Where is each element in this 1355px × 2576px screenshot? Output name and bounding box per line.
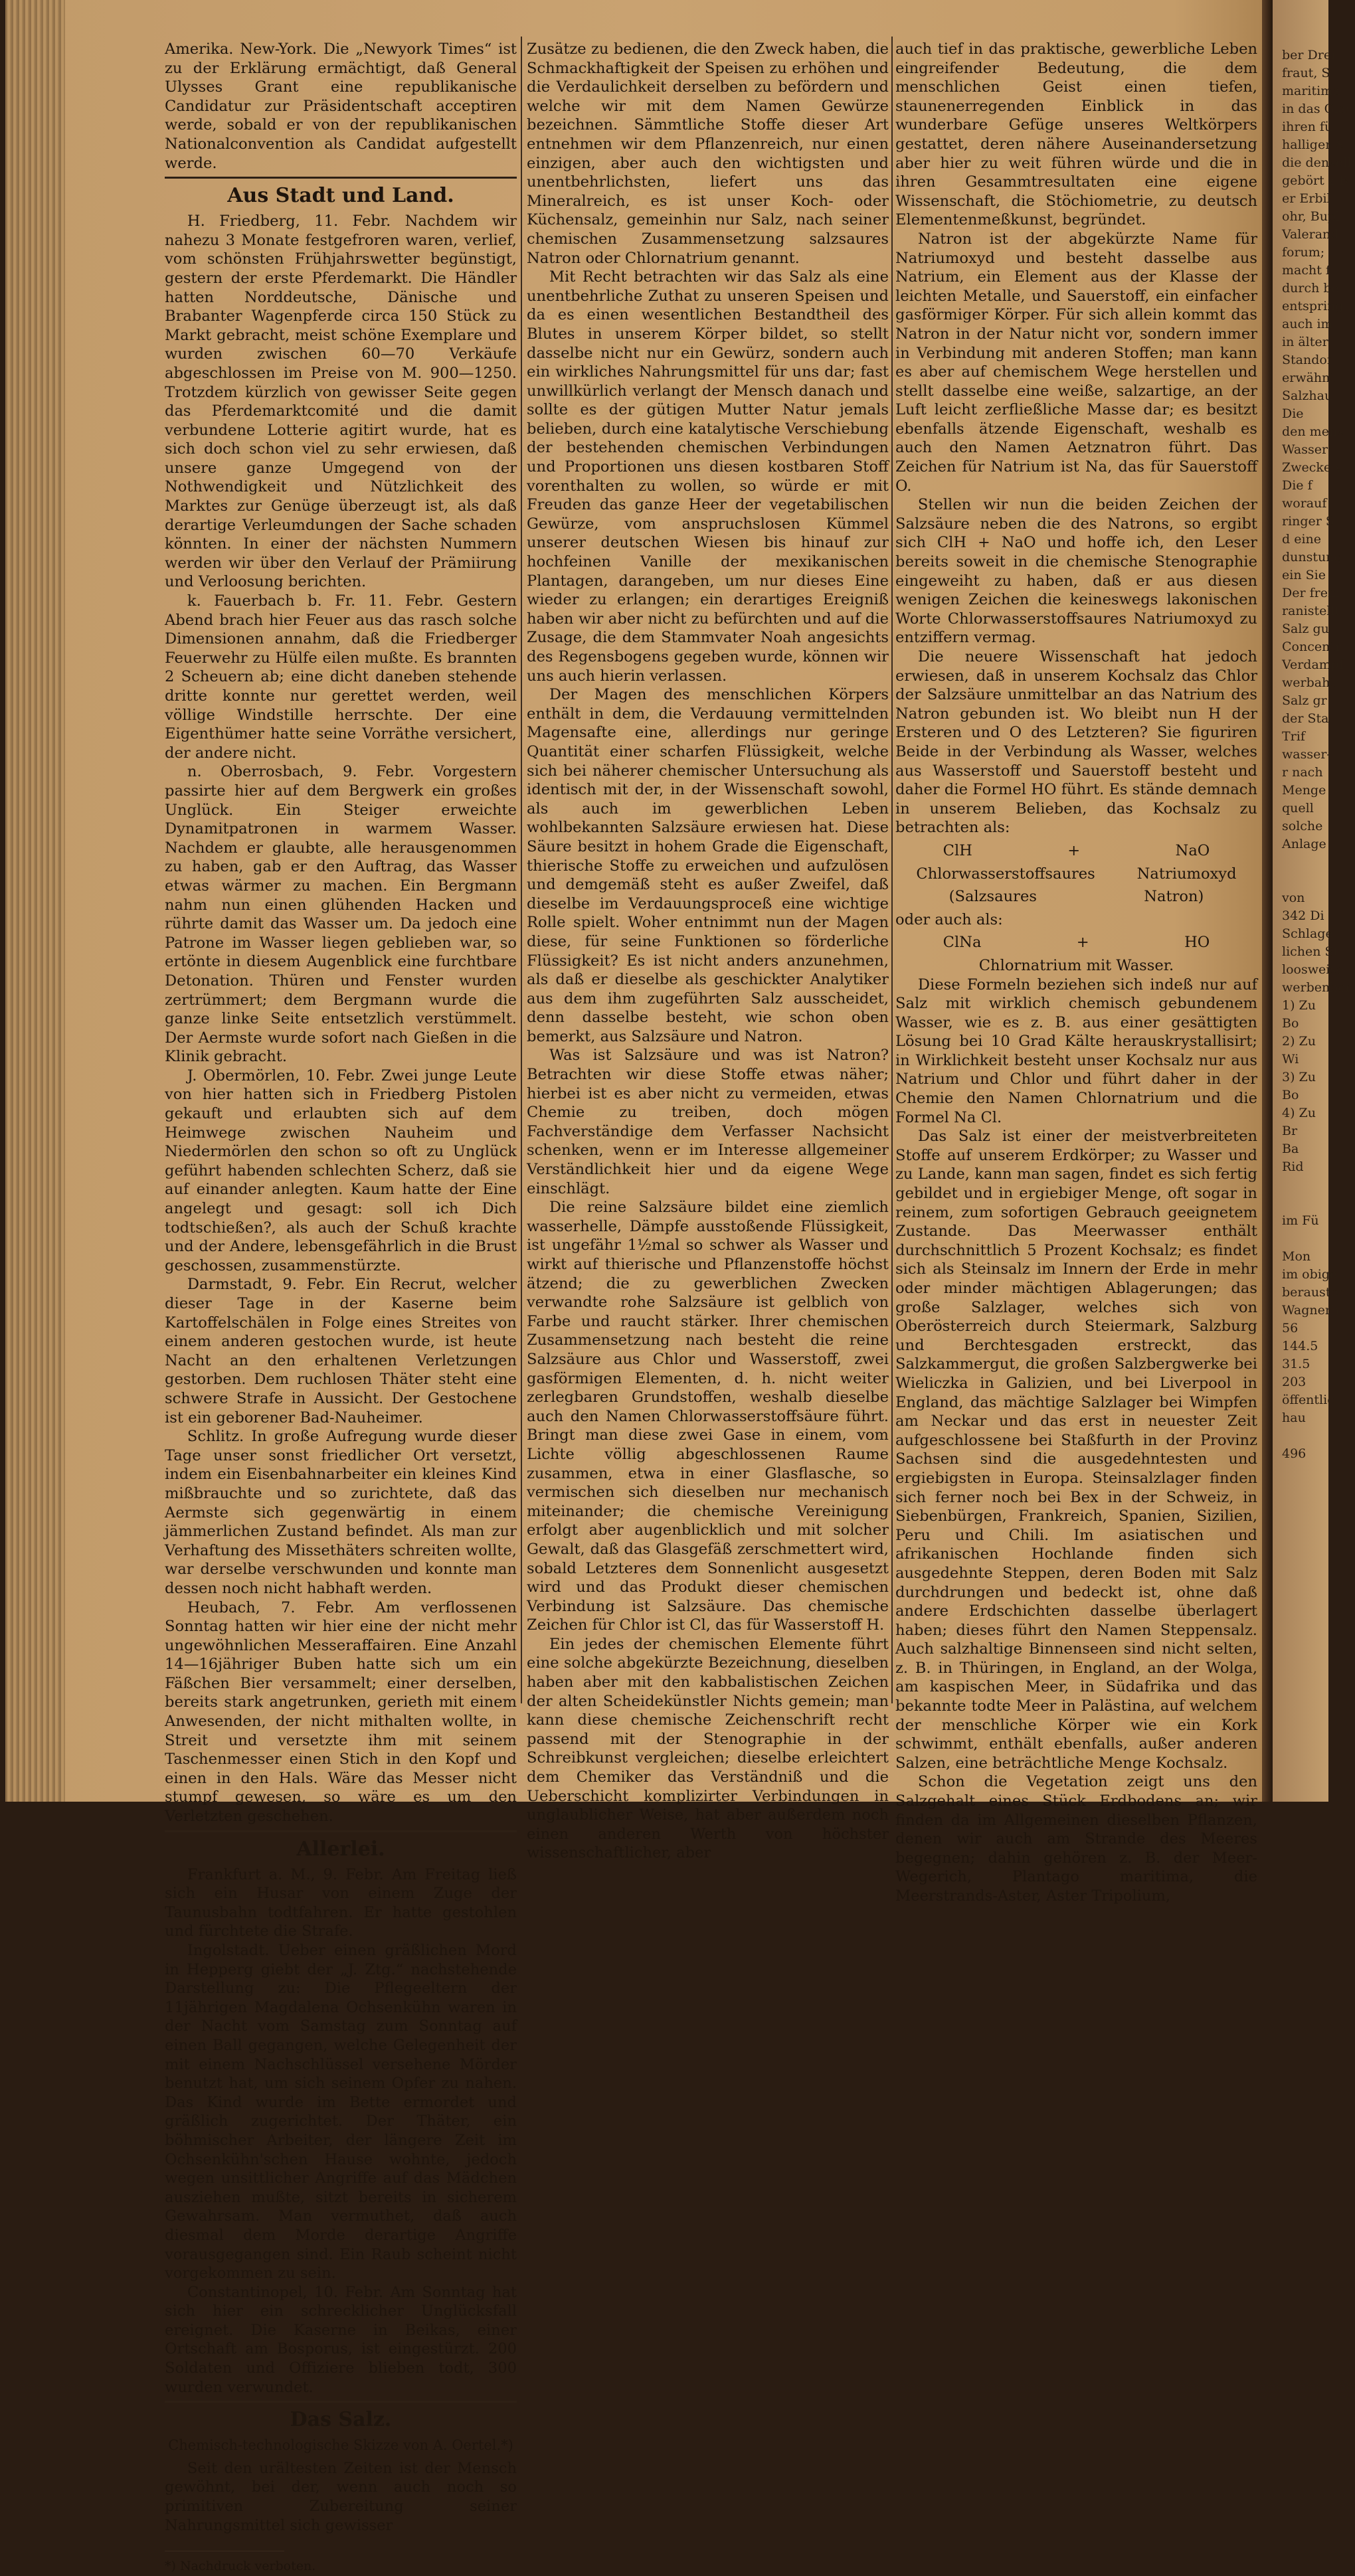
formula-operator: +	[1076, 934, 1089, 952]
article-amerika: Amerika. New-York. Die „Newyork Times“ ist zu der Erklärung ermächtigt, daß General Ulysses Grant eine republikanische Candidatur zur Präsidentschaft acceptiren werde, sobald er von der republikanischen Nationalconvention als Candidat aufgestellt werde.	[165, 41, 517, 172]
adjacent-page-line: werbenber	[1282, 980, 1352, 995]
adjacent-page-line: loosweise	[1282, 962, 1344, 977]
adjacent-page-line: Wi	[1282, 1052, 1299, 1067]
adjacent-page-line	[1273, 871, 1328, 889]
adjacent-page-line: die denselb	[1282, 155, 1355, 170]
adjacent-page-line: ihren fü	[1282, 120, 1333, 134]
formula-label: Natriumoxyd	[1136, 865, 1237, 883]
adjacent-page-line: maritima	[1282, 84, 1340, 98]
adjacent-page-line: ringer S	[1282, 514, 1334, 529]
article-paragraph: Constantinopel, 10. Febr. Am Sonntag hat sich hier ein schrecklicher Unglücksfall ereignet. Die Kaserne in Beikas, einer Ortschaft am Bosporus, ist eingestürzt. 200 Soldaten und Offiziere blieben todt, 300 wurden verwundet.	[165, 2283, 517, 2396]
article-paragraph: Frankfurt a. M., 9. Febr. Am Freitag ließ sich ein Husar von einem Zuge der Taunusbahn todtfahren. Er hatte gestohlen und fürchtete die Strafe.	[165, 1865, 517, 1940]
article-paragraph: k. Fauerbach b. Fr. 11. Febr. Gestern Abend brach hier Feuer aus das rasch solche Dimensionen annahm, daß die Friedberger Feuerwehr zu Hülfe eilen mußte. Es brannten 2 Scheuern ab; eine dicht daneben stehende dritte konnte nur gerettet werden, weil völlige Windstille herrschte. Der eine Eigenthümer hatte seine Vorräthe versichert, der andere nicht.	[165, 592, 517, 762]
page-edge-stack	[5, 0, 65, 1802]
adjacent-page-line: gebört z B	[1282, 173, 1348, 188]
adjacent-page-line: 56	[1282, 1321, 1299, 1335]
adjacent-page-line: Menge	[1282, 783, 1326, 798]
adjacent-page-line: Salz gr	[1282, 693, 1327, 708]
adjacent-page-line: 342 Di	[1282, 908, 1324, 923]
adjacent-page-line: Mon	[1282, 1249, 1311, 1264]
article-paragraph: Natron ist der abgekürzte Name für Natriumoxyd und besteht dasselbe aus Natrium, ein Element aus der Klasse der leichten Metalle, und Sauerstoff, ein einfacher gasförmiger Körper. Für sich allein kommt das Natron in der Natur nicht vor, sondern immer in Verbindung mit anderen Stoffen; man kann es aber auf chemischem Wege herstellen und stellt dasselbe eine weiße, salzartige, an der Luft leicht zerfließliche Masse dar; es besitzt ebenfalls ätzende Eigenschaft, weshalb es auch den Namen Aetznatron führt. Das Zeichen für Natrium ist Na, das für Sauerstoff O.	[895, 230, 1257, 495]
adjacent-page-line: Wasser	[1282, 442, 1328, 457]
formula-term: HO	[1184, 934, 1210, 952]
article-paragraph: Die neuere Wissenschaft hat jedoch erwiesen, daß in unserem Kochsalz das Chlor der Salzsäure unmittelbar an das Natrium des Natron gebunden ist. Wo bleibt nun H der Ersteren und O des Letzteren? Sie figuriren Beide in der Verbindung als Wasser, welches aus Wasserstoff und Sauerstoff besteht und daher die Formel HO führt. Es stände demnach in unserem Belieben, das Kochsalz zu betrachten als:	[895, 648, 1257, 837]
adjacent-page-line: 4) Zu	[1282, 1106, 1316, 1120]
article-paragraph: Mit Recht betrachten wir das Salz als eine unentbehrliche Zuthat zu unseren Speisen und da es einen wesentlichen Bestandtheil des Blutes in unserem Körper bildet, so stellt dasselbe nicht nur ein Gewürz, sondern auch ein wirkliches Nahrungsmittel für uns dar; fast unwillkürlich verlangt der Mensch danach und sollte es der gütigen Mutter Natur jemals belieben, durch eine katalytische Verschiebung der bestehenden chemischen Verbindungen und Proportionen uns diesen kostbaren Stoff vorenthalten zu wollen, so würde er mit Freuden das ganze Heer der vegetabilischen Gewürze, vom anspruchslosen Kümmel unserer deutschen Wiesen bis hinauf zur hochfeinen Vanille der mexikanischen Plantagen, darangeben, um nur dieses Eine wieder zu erlangen; ein derartiges Ereigniß haben wir aber nicht zu befürchten und auf die Zusage, die dem Stammvater Noah angesichts des Regensbogens gegeben wurde, können wir uns auch hierin verlassen.	[527, 268, 889, 685]
section-rule	[165, 177, 517, 179]
adjacent-page-line: Der frem	[1282, 586, 1340, 600]
column-right	[895, 40, 1257, 1905]
column-middle	[527, 40, 889, 1862]
article-paragraph: Seit den urältesten Zeiten ist der Mensch gewöhnt, bei der, wenn auch noch so primitiven Zubereitung seiner Nahrungsmittel sich gewisser	[165, 2459, 517, 2534]
adjacent-page-line: werbaht	[1282, 675, 1335, 690]
adjacent-page-line: durch be	[1282, 281, 1339, 296]
adjacent-page-line: halliger S	[1282, 137, 1344, 152]
adjacent-page-line: Die	[1282, 406, 1304, 421]
article-subtitle: Chemisch-technologische Skizze von A. Oertel.*)	[168, 2437, 513, 2454]
adjacent-page-line: Standor	[1282, 353, 1333, 367]
adjacent-page-line: den mens	[1282, 424, 1344, 439]
formula-connector: oder auch als:	[895, 910, 1003, 928]
adjacent-page-line: 31.5	[1282, 1357, 1310, 1371]
adjacent-page-line: forum;	[1282, 245, 1325, 260]
adjacent-page-line: Salz gu	[1282, 622, 1329, 636]
adjacent-page-line: macht fi	[1282, 263, 1334, 278]
adjacent-page-line: 2) Zu	[1282, 1034, 1316, 1049]
adjacent-page-line: Bo	[1282, 1016, 1299, 1031]
article-paragraph: J. Obermörlen, 10. Febr. Zwei junge Leute von hier hatten sich in Friedberg Pistolen gekauft und erlaubten sich auf dem Heimwege zwischen Nauheim und Niedermörlen den schon so oft zu Unglück geführt habenden schlechten Scherz, daß sie auf einander anlegten. Kaum hatte der Eine angelegt und gesagt: soll ich Dich todtschießen?, als auch der Schuß krachte und der Andere, lebensgefährlich in die Brust geschossen, zusammenstürzte.	[165, 1067, 517, 1274]
adjacent-page-line: ranistellt	[1282, 604, 1340, 618]
formula-term: ClH	[943, 841, 972, 859]
adjacent-page-line: entspring	[1282, 299, 1344, 313]
column-divider	[891, 37, 893, 1703]
adjacent-page-line: ohr, Bupl	[1282, 209, 1340, 224]
article-paragraph: Der Magen des menschlichen Körpers enthält in dem, die Verdauung vermittelnden Magensafte eine, allerdings nur geringe Quantität einer scharfen Flüssigkeit, welche sich bei näherer chemischer Untersuchung als identisch mit der, in der Wissenschaft sowohl, als auch im gewerblichen Leben wohlbekannten Salzsäure erwiesen hat. Diese Säure besitzt in hohem Grade die Eigenschaft, thierische Stoffe zu erweichen und aufzulösen und demgemäß steht es außer Zweifel, daß dieselbe im Verdauungsproceß eine wichtige Rolle spielt. Woher entnimmt nun der Magen diese, für seine Funktionen so förderliche Flüssigkeit? Es ist nicht anders anzunehmen, als daß er dieselbe als geschickter Analytiker aus dem ihm zugeführten Salz ausscheidet, denn dasselbe besteht, wie schon oben bemerkt, aus Salzsäure und Natron.	[527, 686, 889, 1045]
adjacent-page-line: wasser-	[1282, 747, 1331, 762]
formula-operator: +	[1067, 841, 1081, 859]
adjacent-page-line: der Sta	[1282, 711, 1329, 726]
column-divider	[521, 37, 522, 1703]
adjacent-page-lines	[1273, 0, 1355, 1463]
adjacent-page-line: ber Drei	[1282, 48, 1336, 62]
adjacent-page-line: 144.5	[1282, 1339, 1318, 1353]
article-paragraph: Das Salz ist einer der meistverbreiteten Stoffe auf unserem Erdkörper; zu Wasser und zu Lande, kann man sagen, findet es sich fertig gebildet und in ergiebiger Menge, oft sogar in reinem, zum sofortigen Gebrauch geeignetem Zustande. Das Meerwasser enthält durchschnittlich 5 Prozent Kochsalz; es findet sich als Steinsalz im Innern der Erde in mehr oder minder mächtigen Ablagerungen; das große Salzlager, welches sich von Oberösterreich durch Steiermark, Salzburg und Berchtesgaden erstreckt, das Salzkammergut, die großen Salzbergwerke bei Wieliczka in Galizien, und bei Liverpool in England, das mächtige Salzlager bei Wimpfen am Neckar und das erst in neuester Zeit aufgeschlossene bei Staßfurth in der Provinz Sachsen sind die ausgedehntesten und ergiebigsten in Europa. Steinsalzlager finden sich ferner noch bei Bex in der Schweiz, in Siebenbürgen, Frankreich, Spanien, Sizilien, Peru und Chili. Im asiatischen und afrikanischen Hochlande finden sich ausgedehnte Steppen, deren Boden mit Salz durchdrungen und bedeckt ist, ohne daß andere Erdschichten dasselbe überlagert haben; dieses führt den Namen Steppensalz. Auch salzhaltige Binnenseen sind nicht selten, z. B. in Thüringen, in England, an der Wolga, am kaspischen Meer, in Südafrika und das bekannte todte Meer in Palästina, auf welchem der menschliche Körper wie ein Kork schwimmt, enthält ebenfalls, außer anderen Salzen, eine beträchtliche Menge Kochsalz.	[895, 1128, 1257, 1772]
adjacent-page-line: solche	[1282, 819, 1323, 833]
adjacent-page-line: Bo	[1282, 1088, 1299, 1102]
adjacent-page-line: Anlage	[1282, 837, 1326, 851]
adjacent-page-line: Valerand	[1282, 227, 1339, 242]
adjacent-page-line	[1273, 1176, 1328, 1194]
formula-label: Chlornatrium mit Wasser.	[978, 956, 1174, 974]
adjacent-page-line: Salzhau	[1282, 388, 1333, 403]
column-left	[165, 40, 517, 2574]
adjacent-page-line: Concentr	[1282, 640, 1342, 654]
adjacent-page-line: Trif	[1282, 729, 1305, 744]
adjacent-page-line: Wagnerh	[1282, 1303, 1340, 1318]
article-paragraph: Die reine Salzsäure bildet eine ziemlich wasserhelle, Dämpfe ausstoßende Flüssigkeit, ist ungefähr 1½mal so schwer als Wasser und wirkt auf thierische und Pflanzenstoffe höchst ätzend; die zu gewerblichen Zwecken verwandte rohe Salzsäure ist gelblich von Farbe und raucht stärker. Ihrer chemischen Zusammensetzung nach besteht die reine Salzsäure aus Chlor und Wasserstoff, zwei gasförmigen Elementen, d. h. nicht weiter zerlegbaren Grundstoffen, weshalb dieselbe auch den Namen Chlorwasserstoffsäure führt. Bringt man diese zwei Gase in einem, vom Lichte völlig abgeschlossenen Raume zusammen, etwa in einer Glasflasche, so vermischen sich dieselben nur mechanisch miteinander; die chemische Vereinigung erfolgt aber augenblicklich und mit solcher Gewalt, daß das Glasgefäß zerschmettert wird, sobald Letzteres dem Sonnenlicht ausgesetzt wird und das Produkt dieser chemischen Verbindung ist Salzsäure. Das chemische Zeichen für Chlor ist Cl, das für Wasserstoff H.	[527, 1199, 889, 1634]
adjacent-page-line: Verdampf	[1282, 657, 1344, 672]
article-paragraph: Schlitz. In große Aufregung wurde dieser Tage unser sonst friedlicher Ort versetzt, indem ein Eisenbahnarbeiter ein kleines Kind mißbrauchte und so zurichtete, daß das Aermste sich gegenwärtig in einem jämmerlichen Zustand befindet. Als man zur Verhaftung des Missethäters schreiten wollte, war derselbe verschwunden und konnte man dessen noch nicht habhaft werden.	[165, 1428, 517, 1597]
formula-row	[895, 841, 1257, 861]
adjacent-page-line	[1273, 1427, 1328, 1445]
section-rule	[165, 2401, 517, 2403]
section-title-das-salz: Das Salz.	[290, 2408, 392, 2432]
adjacent-page-line: dunstung	[1282, 550, 1342, 564]
newspaper-page	[5, 0, 1275, 2574]
article-paragraph: Diese Formeln beziehen sich indeß nur auf Salz mit wirklich chemisch gebundenem Wasser, wie es z. B. aus einer gesättigten Lösung bei 10 Grad Kälte herauskrystallisirt; in Wirklichkeit besteht unser Kochsalz nur aus Natrium und Chlor und führt daher in der Chemie den Namen Chlornatrium und die Formel Na Cl.	[895, 976, 1257, 1126]
section-title-allerlei: Allerlei.	[296, 1837, 385, 1861]
adjacent-page-line: Schlage	[1282, 926, 1333, 941]
article-paragraph: Was ist Salzsäure und was ist Natron? Betrachten wir diese Stoffe etwas näher; hierbei ist es aber nicht zu vermeiden, etwas Chemie zu treiben, doch mögen Fachverständige dem Verfasser Nachsicht schenken, wenn er im Interesse allgemeiner Verständlichkeit hier und da eigene Wege einschlägt.	[527, 1047, 889, 1197]
adjacent-page-line	[1273, 1230, 1328, 1248]
adjacent-page-line: in das Glas	[1282, 102, 1352, 116]
adjacent-page-line: Die f	[1282, 478, 1312, 493]
formula-label: (Salzsaures	[948, 888, 1037, 906]
book-spine	[1262, 0, 1273, 1802]
adjacent-page-line: 203	[1282, 1375, 1307, 1389]
adjacent-page-line: auch im	[1282, 317, 1333, 331]
adjacent-page-line: er Erbil	[1282, 191, 1331, 206]
article-paragraph: H. Friedberg, 11. Febr. Nachdem wir nahezu 3 Monate festgefroren waren, verlief, vom schönsten Frühjahrswetter begünstigt, gestern der erste Pferdemarkt. Die Händler hatten Norddeutsche, Dänische und Brabanter Wagenpferde circa 150 Stück zu Markt gebracht, meist schöne Exemplare und wurden zwischen 60—70 Verkäufe abgeschlossen im Preise von M. 900—1250. Trotzdem kürzlich von gewisser Seite gegen das Pferdemarktcomité und die damit verbundene Lotterie agitirt wurde, hat es sich doch schon viel zu sehr erwiesen, daß unsere ganze Umgegend von der Nothwendigkeit und Nützlichkeit des Marktes zur Genüge überzeugt ist, als daß derartige Verleumdungen der Sache schaden könnten. In einer der nächsten Nummern werden wir über den Verlauf der Prämiirung und Verloosung berichten.	[165, 213, 517, 591]
adjacent-page-line: Zwecke v	[1282, 460, 1342, 475]
adjacent-page-line: Rid	[1282, 1159, 1304, 1174]
adjacent-page-line: im obige	[1282, 1267, 1338, 1282]
formula-label-row	[895, 865, 1257, 884]
adjacent-page-line: fraut, S	[1282, 66, 1330, 80]
formula-term: NaO	[1175, 841, 1210, 859]
formula-label: Natron)	[1144, 888, 1204, 906]
footnote: *) Nachdruck verboten.	[165, 2551, 284, 2576]
adjacent-page-line: 496	[1282, 1446, 1307, 1461]
adjacent-page-line: von	[1282, 891, 1305, 905]
adjacent-page-line	[1273, 1194, 1328, 1212]
article-paragraph: Darmstadt, 9. Febr. Ein Recrut, welcher dieser Tage in der Kaserne beim Kartoffelschälen in Folge eines Streites von einem anderen gestochen wurde, ist heute Nacht an den erhaltenen Verletzungen gestorben. Dem ruchlosen Thäter steht eine schwere Strafe in Aussicht. Der Gestochene ist ein geborener Bad-Nauheimer.	[165, 1276, 517, 1426]
adjacent-page-fragment	[1273, 0, 1355, 1802]
formula-term: ClNa	[943, 934, 982, 952]
adjacent-page-line: öffentlic	[1282, 1393, 1334, 1407]
adjacent-page-line	[1273, 853, 1328, 871]
article-paragraph: auch tief in das praktische, gewerbliche Leben eingreifender Bedeutung, die dem menschlichen Geist einen tiefen, staunenerregenden Einblick in das wunderbare Gefüge unseres Weltkörpers gestattet, deren nähere Auseinandersetzung aber hier zu weit führen würde und die in ihren Gesammtresultaten eine eigene Wissenschaft, die Stöchiometrie, zu deutsch Elementenmeßkunst, begründet.	[895, 41, 1257, 229]
adjacent-page-line: im Fü	[1282, 1213, 1319, 1228]
adjacent-page-line: 3) Zu	[1282, 1070, 1316, 1084]
article-paragraph: Ein jedes der chemischen Elemente führt eine solche abgekürzte Bezeichnung, dieselben haben aber mit den kabbalistischen Zeichen der alten Scheidekünstler Nichts gemein; man kann diese chemische Zeichenschrift recht passend mit der Stenographie in der Schreibkunst vergleichen; dieselbe erleichtert dem Chemiker das Verständniß und die Ueberschicht komplizirter Verbindungen in unglaublicher Weise, hat aber außerdem noch einen anderen Werth von höchster wissenschaftlicher, aber	[527, 1635, 889, 1862]
section-title-stadt-land: Aus Stadt und Land.	[227, 184, 454, 208]
adjacent-page-line: worauf	[1282, 496, 1327, 511]
adjacent-page-line: hau	[1282, 1411, 1306, 1425]
adjacent-page-line: r nach	[1282, 765, 1323, 780]
formula-label: Chlorwasserstoffsaures	[916, 865, 1095, 883]
adjacent-page-line: in älter	[1282, 335, 1328, 349]
article-paragraph: n. Oberrosbach, 9. Febr. Vorgestern passirte hier auf dem Bergwerk ein großes Unglück. Ein Steiger erweichte Dynamitpatronen in warmem Wasser. Nachdem er glaubte, alle herausgenommen zu haben, gab er den Auftrag, das Wasser etwas wärmer zu machen. Ein Bergmann nahm nun einen glühenden Hacken und rührte damit das Wasser um. Da jedoch eine Patrone im Wasser liegen geblieben war, so ertönte in diesem Augenblick eine furchtbare Detonation. Thüren und Fenster wurden zertrümmert; dem Bergmann wurde die ganze linke Seite entsetzlich verstümmelt. Der Aermste wurde sofort nach Gießen in die Klinik gebracht.	[165, 763, 517, 1066]
adjacent-page-line: d eine	[1282, 532, 1322, 547]
article-paragraph: Ingolstadt. Ueber einen gräßlichen Mord in Hepperg giebt der „J. Ztg.“ nachstehende Darstellung zu: Die Pflegeeltern der 11jährigen Magdalena Ochsenkühn waren in der Nacht vom Samstag zum Sonntag auf einen Ball gegangen, welche Gelegenheit der mit einem Nachschlüssel versehene Mörder benutzt hat, um sich seinem Opfer zu nahen. Das Kind wurde im Bette ermordet und gräßlich zugerichtet. Der Thäter, ein böhmischer Arbeiter, der längere Zeit im Ochsenkühn'schen Hause wohnte, jedoch wegen unsittlicher Angriffe auf das Mädchen ausziehen mußte, sitzt bereits in sicherem Gewahrsam. Man vermuthet, daß auch diesmal dem Morde derartige Angriffe vorausgegangen sind. Ein Raub scheint nicht vorgekommen zu sein.	[165, 1942, 517, 2282]
adjacent-page-line: quell	[1282, 801, 1314, 816]
article-paragraph: Schon die Vegetation zeigt uns den Salzgehalt eines Stück Erdbodens an; wir finden da im Allgemeinen dieselben Pflanzen, denen wir auch am Strande des Meeres begegnen; dahin gehören z. B. der Meer-Wegerich, Plantago maritima, die Meerstrands-Aster, Aster Tripolium,	[895, 1773, 1257, 1905]
adjacent-page-line: lichen St	[1282, 944, 1339, 959]
adjacent-page-line: Ba	[1282, 1142, 1299, 1156]
section-rule	[165, 1830, 517, 1832]
formula-row	[895, 933, 1257, 952]
formula-label-row	[895, 887, 1257, 906]
adjacent-page-line: berauster	[1282, 1285, 1344, 1300]
adjacent-page-line: erwähnt	[1282, 371, 1336, 385]
article-paragraph: Stellen wir nun die beiden Zeichen der Salzsäure neben die des Natrons, so ergibt sich ClH + NaO und hoffe ich, den Leser bereits soweit in die chemische Stenographie eingeweiht zu haben, daß er aus diesen wenigen Zeichen die keineswegs lakonischen Worte Chlorwasserstoffsaures Natriumoxyd zu entziffern vermag.	[895, 496, 1257, 647]
article-paragraph: Heubach, 7. Febr. Am verflossenen Sonntag hatten wir hier eine der nicht mehr ungewöhnlichen Messeraffairen. Eine Anzahl 14—16jähriger Buben hatte sich um ein Fäßchen Bier versammelt; einer derselben, bereits stark angetrunken, gerieth mit einem Anwesenden, der nicht mithalten wollte, in Streit und versetzte ihm mit seinem Taschenmesser einen Stich in den Kopf und einen in den Hals. Wäre das Messer nicht stumpf gewesen, so wäre es um den Verletzten geschehen.	[165, 1598, 517, 1826]
adjacent-page-line: ein Sie	[1282, 568, 1326, 582]
article-paragraph: Zusätze zu bedienen, die den Zweck haben, die Schmackhaftigkeit der Speisen zu erhöhen und die Verdaulichkeit derselben zu befördern und welche wir mit dem Namen Gewürze bezeichnen. Sämmtliche Stoffe dieser Art entnehmen wir dem Pflanzenreich, nur einen einzigen, aber auch den wichtigsten und unentbehrlichsten, liefert uns das Mineralreich, es ist unser Koch- oder Küchensalz, gemeinhin nur Salz, nach seiner chemischen Zusammensetzung salzsaures Natron oder Chlornatrium genannt.	[527, 41, 889, 267]
adjacent-page-line: 1) Zu	[1282, 998, 1316, 1013]
adjacent-page-line: Br	[1282, 1124, 1298, 1138]
